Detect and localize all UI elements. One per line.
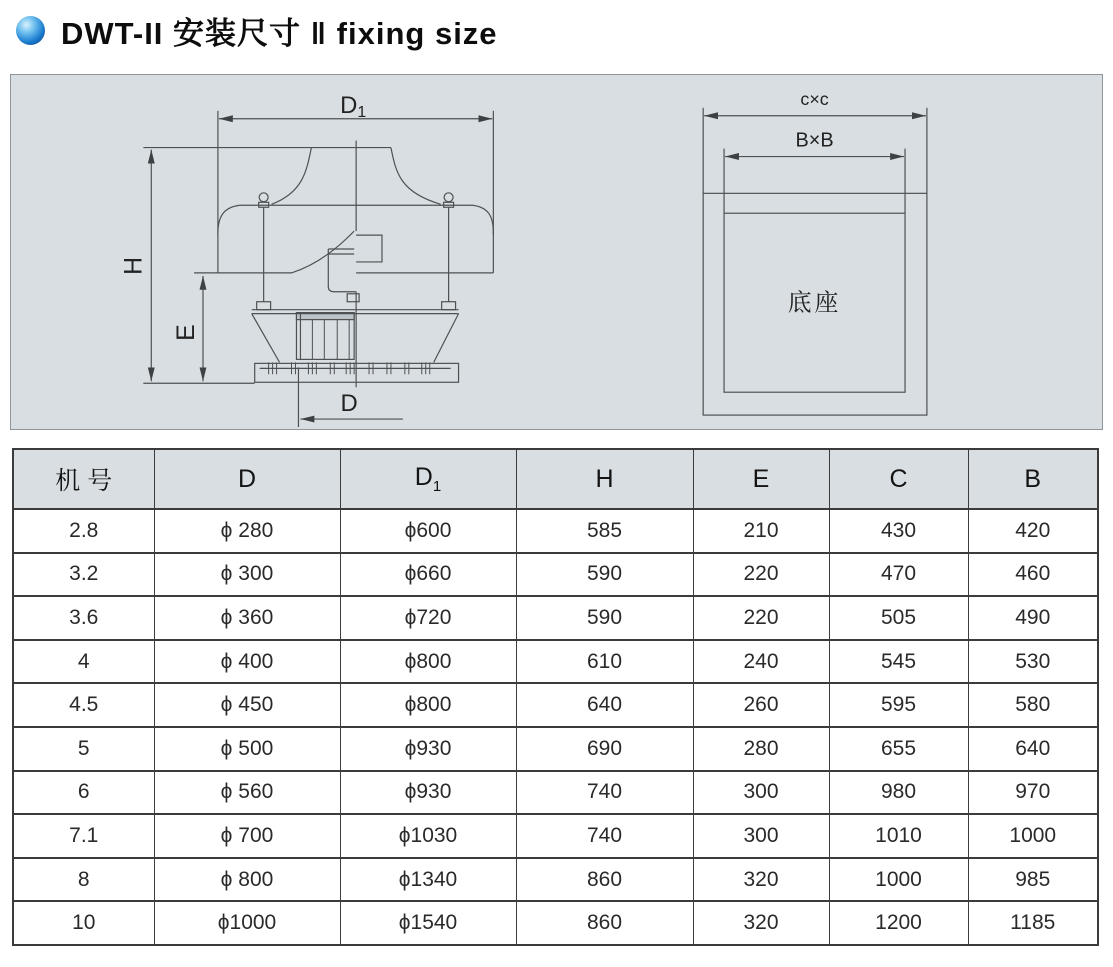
table-body [13,509,1098,945]
table-cell: 320 [693,901,829,945]
dim-label-bxb: B×B [795,129,834,152]
table-cell: 460 [968,553,1098,597]
table-cell: 300 [693,771,829,815]
table-cell: 740 [516,814,693,858]
title-bullet-icon [16,16,45,45]
table-cell: 590 [516,596,693,640]
table-cell: 3.6 [13,596,154,640]
table-cell: 3.2 [13,553,154,597]
table-cell: 530 [968,640,1098,684]
table-cell: 470 [829,553,968,597]
table-cell: 690 [516,727,693,771]
page-title: DWT-II 安装尺寸 ‖ fixing size [61,15,498,51]
table-cell: ϕ1340 [340,858,516,902]
table-row [13,449,1098,509]
table-cell: 4 [13,640,154,684]
dim-label-d: D [340,390,358,418]
table-cell: 860 [516,901,693,945]
table-cell: ϕ930 [340,771,516,815]
table-cell: ϕ660 [340,553,516,597]
table-cell: ϕ1540 [340,901,516,945]
drawing-panel [10,74,1103,430]
table-cell: 860 [516,858,693,902]
table-cell: ϕ 560 [154,771,340,815]
table-row [13,771,1098,815]
table-cell: 1000 [829,858,968,902]
page-header [16,6,498,54]
table-cell: 7.1 [13,814,154,858]
table-cell: 1185 [968,901,1098,945]
table-cell: 2.8 [13,509,154,553]
column-header: H [516,449,693,509]
dim-label-e: E [173,324,201,341]
table-cell: 545 [829,640,968,684]
table-cell: 5 [13,727,154,771]
table-cell: 430 [829,509,968,553]
table-row [13,858,1098,902]
fixing-size-table [12,448,1099,946]
table-header-row [13,449,1098,509]
table-cell: 580 [968,683,1098,727]
fan-side-view-drawing [143,111,493,427]
table-cell: ϕ930 [340,727,516,771]
table-cell: 610 [516,640,693,684]
table-cell: ϕ 500 [154,727,340,771]
table-cell: 280 [693,727,829,771]
table-row [13,509,1098,553]
table-row [13,683,1098,727]
table-cell: 640 [968,727,1098,771]
table-cell: 4.5 [13,683,154,727]
table-cell: ϕ 450 [154,683,340,727]
table-row [13,814,1098,858]
technical-drawing [11,75,1102,429]
column-header: 机 号 [13,449,154,509]
table-cell: 320 [693,858,829,902]
table-cell: 980 [829,771,968,815]
table-cell: ϕ720 [340,596,516,640]
table-cell: 10 [13,901,154,945]
table-cell: 300 [693,814,829,858]
dim-label-cxc: c×c [800,88,829,109]
table-cell: ϕ 300 [154,553,340,597]
column-header: B [968,449,1098,509]
table-row [13,727,1098,771]
table-cell: ϕ800 [340,640,516,684]
table-cell: 590 [516,553,693,597]
table-cell: 585 [516,509,693,553]
table-cell: 1000 [968,814,1098,858]
table-cell: 8 [13,858,154,902]
table-cell: 490 [968,596,1098,640]
table-cell: 210 [693,509,829,553]
column-header: C [829,449,968,509]
table-row [13,640,1098,684]
base-plan-drawing [703,108,927,415]
table-row [13,596,1098,640]
table-cell: 740 [516,771,693,815]
table-cell: 655 [829,727,968,771]
table-cell: 220 [693,596,829,640]
column-header: E [693,449,829,509]
table-cell: 260 [693,683,829,727]
table-cell: 420 [968,509,1098,553]
table-cell: ϕ1000 [154,901,340,945]
column-header: $D_1$ [340,449,516,509]
table-cell: ϕ600 [340,509,516,553]
table-cell: 505 [829,596,968,640]
table-cell: 6 [13,771,154,815]
base-plate-label: 底座 [787,289,842,317]
table-row [13,901,1098,945]
column-header: D [154,449,340,509]
table-row [13,553,1098,597]
table-cell: ϕ 700 [154,814,340,858]
table-cell: 640 [516,683,693,727]
table-cell: ϕ1030 [340,814,516,858]
table-cell: 220 [693,553,829,597]
table-cell: 1010 [829,814,968,858]
table-cell: ϕ 400 [154,640,340,684]
table-cell: ϕ 360 [154,596,340,640]
table-cell: 1200 [829,901,968,945]
dim-label-d1: D1 [340,91,367,121]
table-cell: ϕ 800 [154,858,340,902]
dim-label-h: H [120,256,148,275]
table-cell: 985 [968,858,1098,902]
table-cell: ϕ 280 [154,509,340,553]
table-cell: 595 [829,683,968,727]
table-cell: 240 [693,640,829,684]
table-cell: ϕ800 [340,683,516,727]
table-cell: 970 [968,771,1098,815]
